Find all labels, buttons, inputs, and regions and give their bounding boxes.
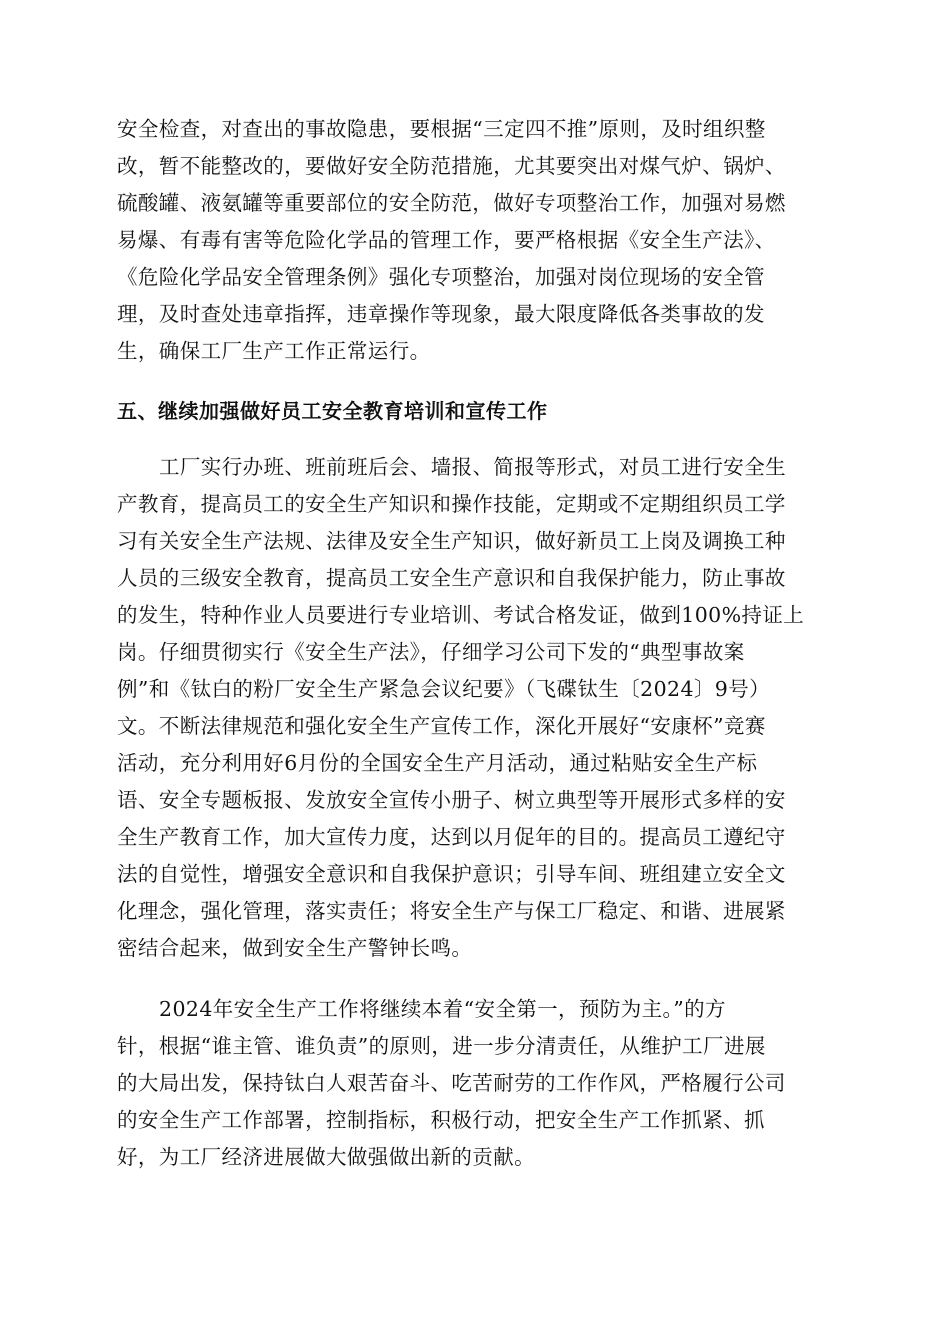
- text-line: 安全检查，对查出的事故隐患，要根据“三定四不推”原则，及时组织整: [117, 117, 766, 141]
- text-line: 化理念，强化管理，落实责任；将安全生产与保工厂稳定、和谐、进展紧: [117, 899, 786, 923]
- text-line: 文。不断法律规范和强化安全生产宣传工作，深化开展好“安康杯”竞赛: [117, 714, 766, 738]
- text-line: 岗。仔细贯彻实行《安全生产法》，仔细学习公司下发的“典型事故案: [117, 640, 745, 664]
- text-line: 习有关安全生产法规、法律及安全生产知识，做好新员工上岗及调换工种: [117, 529, 786, 553]
- text-line: 活动，充分利用好6月份的全国安全生产月活动，通过粘贴安全生产标: [117, 751, 758, 775]
- section-heading: 五、继续加强做好员工安全教育培训和宣传工作: [117, 399, 548, 423]
- text-line: 例”和《钛白的粉厂安全生产紧急会议纪要》（飞碟钛生〔2024〕9号）: [117, 677, 771, 701]
- text-line: 针，根据“谁主管、谁负责”的原则，进一步分清责任，从维护工厂进展: [117, 1034, 766, 1058]
- text-line: 的安全生产工作部署，控制指标，积极行动，把安全生产工作抓紧、抓: [117, 1108, 765, 1132]
- text-line: 《危险化学品安全管理条例》强化专项整治，加强对岗位现场的安全管: [117, 265, 765, 289]
- text-line: 好，为工厂经济进展做大做强做出新的贡献。: [117, 1145, 535, 1169]
- text-line: 生，确保工厂生产工作正常运行。: [117, 339, 431, 363]
- text-line: 易爆、有毒有害等危险化学品的管理工作，要严格根据《安全生产法》、: [117, 228, 776, 252]
- text-line: 人员的三级安全教育，提高员工安全生产意识和自我保护能力，防止事故: [117, 566, 786, 590]
- text-line: 法的自觉性，增强安全意识和自我保护意识；引导车间、班组建立安全文: [117, 862, 786, 886]
- text-line: 密结合起来，做到安全生产警钟长鸣。: [117, 936, 473, 960]
- text-line: 改，暂不能整改的，要做好安全防范措施，尤其要突出对煤气炉、锅炉、: [117, 154, 786, 178]
- text-line: 工厂实行办班、班前班后会、墙报、简报等形式，对员工进行安全生: [159, 455, 786, 479]
- text-line: 语、安全专题板报、发放安全宣传小册子、树立典型等开展形式多样的安: [117, 788, 786, 812]
- text-line: 产教育，提高员工的安全生产知识和操作技能，定期或不定期组织员工学: [117, 492, 786, 516]
- text-line: 的大局出发，保持钛白人艰苦奋斗、吃苦耐劳的工作作风，严格履行公司: [117, 1071, 786, 1095]
- text-line: 全生产教育工作，加大宣传力度，达到以月促年的目的。提高员工遵纪守: [117, 825, 786, 849]
- text-line: 2024年安全生产工作将继续本着“安全第一，预防为主。”的方: [159, 997, 726, 1021]
- text-line: 理，及时查处违章指挥，违章操作等现象，最大限度降低各类事故的发: [117, 302, 765, 326]
- text-line: 硫酸罐、液氨罐等重要部位的安全防范，做好专项整治工作，加强对易燃: [117, 191, 786, 215]
- text-line: 的发生，特种作业人员要进行专业培训、考试合格发证，做到100%持证上: [117, 603, 805, 627]
